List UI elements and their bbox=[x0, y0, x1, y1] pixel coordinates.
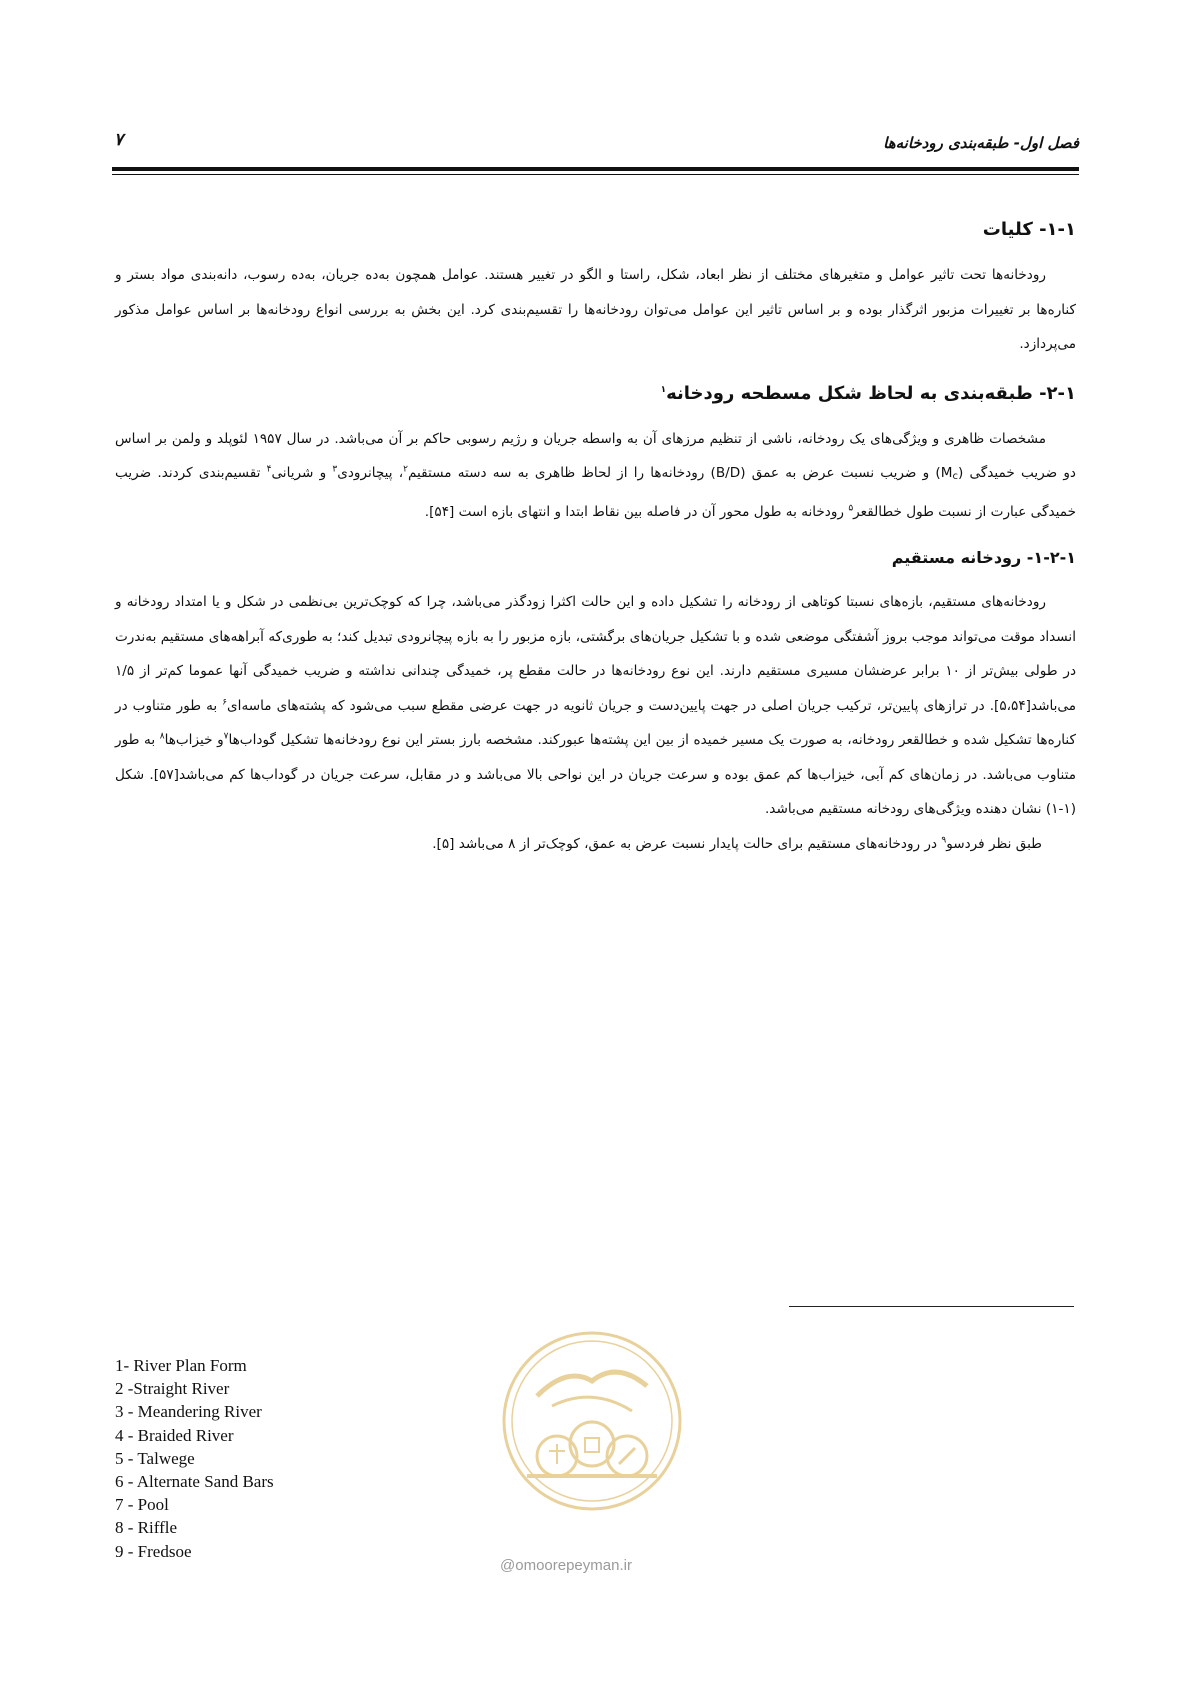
footnote-ref-4: ۴ bbox=[266, 464, 272, 475]
text-run: و شریانی bbox=[271, 465, 333, 481]
section-heading-generalities: ۱-۱- کلیات bbox=[982, 219, 1076, 240]
header-rule-thin bbox=[112, 174, 1079, 175]
footnote-ref-5: ۵ bbox=[848, 502, 854, 513]
text-run: طبق نظر فردسو bbox=[946, 835, 1042, 852]
subsection-heading-straight-river: ۱-۲-۱- رودخانه مستقیم bbox=[891, 548, 1076, 567]
watermark-logo bbox=[497, 1326, 687, 1516]
footnote-ref-3: ۳ bbox=[332, 464, 338, 475]
text-run: به طور متناوب می‌باشد. در زمان‌های کم آبی، خیزاب‌ها کم عمق بوده و سرعت جریان در این نواحی بالا می‌باشد و در مقابل، سرعت جریان در گوداب‌ها کم می‌باشد[۵۷]. شکل (۱-۱) نشان دهنده ویژگی‌های رودخانه مستقیم می‌باشد. bbox=[115, 732, 1077, 817]
footnote-item: 5 - Talwege bbox=[115, 1448, 195, 1468]
page-number: ۷ bbox=[114, 130, 124, 150]
footnote-ref-6: ۶ bbox=[222, 696, 228, 707]
footnote-item: 8 - Riffle bbox=[115, 1518, 178, 1538]
footnote-item: 4 - Braided River bbox=[115, 1425, 234, 1445]
footnote-item: 7 - Pool bbox=[115, 1495, 169, 1515]
footnote-item: 6 - Alternate Sand Bars bbox=[115, 1472, 274, 1492]
footnote-item: 3 - Meandering River bbox=[115, 1402, 262, 1422]
text-run: رودخانه‌های مستقیم، بازه‌های نسبتا کوتاهی از رودخانه را تشکیل داده و این حالت اکثرا زودگذر می‌باشد، چرا که کوچک‌ترین بی‌نظمی در شکل و یا امتداد رودخانه و انسداد موقت می‌تواند موجب بروز آشفتگی موضعی شده و با تشکیل جریان‌های برگشتی، بازه مزبور را به بازه پیچانرودی تبدیل کند؛ به طوری‌که آبراهه‌های مستقیم به‌ندرت در طولی بیش‌تر از ۱۰ برابر عرضشان مسیری مستقیم دارند. این نوع رودخانه‌ها در حالت مقطع پر، خمیدگی چندانی نداشته و ضریب خمیدگی آنها عموما کم‌تر از ۱/۵ می‌باشد[۵،۵۴]. در ترازهای پایین‌تر، ترکیب جریان اصلی در جهت پایین‌دست و جریان ثانویه در جهت عرضی مقطع سبب می‌شود که پشته‌های ماسه‌ای bbox=[115, 594, 1076, 714]
paragraph-fredsoe bbox=[115, 827, 1076, 862]
text-run: در رودخانه‌های مستقیم برای حالت پایدار نسبت عرض به عمق، کوچک‌تر از ۸ می‌باشد [۵]. bbox=[432, 835, 942, 852]
watermark-site bbox=[500, 1557, 700, 1574]
paragraph-generalities: رودخانه‌ها تحت تاثیر عوامل و متغیرهای مختلف از نظر ابعاد، شکل، راستا و الگو در تغییر هستند. عوامل همچون به‌ده جریان، به‌ده رسوب، دانه‌بندی مواد بستر و کناره‌ها بر تغییرات مزبور اثرگذار بوده و بر اساس تاثیر این عوامل می‌توان رودخانه‌ها را تقسیم‌بندی کرد. این بخش به بررسی انواع رودخانه‌ها بر اساس عوامل مذکور می‌پردازد. bbox=[115, 267, 1076, 352]
header-rule-thick bbox=[112, 167, 1079, 171]
paragraph-plan-form bbox=[115, 422, 1076, 530]
footnote-ref-8: ۸ bbox=[159, 731, 165, 742]
text-run: به طور متناوب در کناره‌ها تشکیل شده و خطالقعر رودخانه، به صورت یک مسیر خمیده از بین این پشته‌ها عبورکند. مشخصه بارز بستر این نوع رودخانه‌ها تشکیل گوداب‌ها bbox=[115, 697, 1076, 748]
footnote-item: 1- River Plan Form bbox=[115, 1356, 247, 1375]
footnote-item: 2 -Straight River bbox=[115, 1379, 230, 1399]
footnote-ref-9: ۹ bbox=[941, 834, 947, 845]
section-heading-text: ۲-۱- طبقه‌بندی به لحاظ شکل مسطحه رودخانه bbox=[666, 382, 1076, 404]
page-header bbox=[112, 128, 1079, 162]
chapter-title: فصل اول- طبقه‌بندی رودخانه‌ها bbox=[883, 134, 1079, 152]
main-content bbox=[115, 216, 1076, 861]
text-run: ) و ضریب نسبت عرض به عمق (B/D) رودخانه‌ها را از لحاظ ظاهری به سه دسته مستقیم bbox=[407, 465, 941, 481]
footnote-ref-7: ۷ bbox=[223, 731, 229, 742]
section-heading-plan-form bbox=[115, 380, 1076, 408]
subscript-c: c bbox=[952, 471, 958, 482]
paragraph-straight-river bbox=[115, 585, 1076, 827]
footnotes-list bbox=[115, 1354, 274, 1563]
footnote-ref-1: ۱ bbox=[660, 384, 667, 395]
at-icon: @ bbox=[500, 1557, 516, 1574]
footnote-item: 9 - Fredsoe bbox=[115, 1541, 192, 1561]
footnote-ref-2: ۲ bbox=[403, 464, 408, 475]
watermark-url: omoorepeyman.ir bbox=[515, 1557, 632, 1574]
text-run: رودخانه به طول محور آن در فاصله بین نقاط ابتدا و انتهای بازه است [۵۴]. bbox=[424, 503, 849, 520]
text-run: تقسیم‌بندی کردند. ضریب خمیدگی عبارت از نسبت طول خطالقعر bbox=[115, 465, 1076, 520]
text-run: مشخصات ظاهری و ویژگی‌های یک رودخانه، ناشی از تنظیم مرزهای آن به واسطه جریان و رژیم رسوبی حاکم بر آن می‌باشد. در سال ۱۹۵۷ لئوپلد و ولمن بر اساس دو ضریب خمیدگی (M bbox=[115, 430, 1076, 481]
text-run: ، پیچانرودی bbox=[337, 465, 404, 481]
footnote-separator bbox=[789, 1306, 1074, 1307]
text-run: و خیزاب‌ها bbox=[164, 732, 224, 748]
